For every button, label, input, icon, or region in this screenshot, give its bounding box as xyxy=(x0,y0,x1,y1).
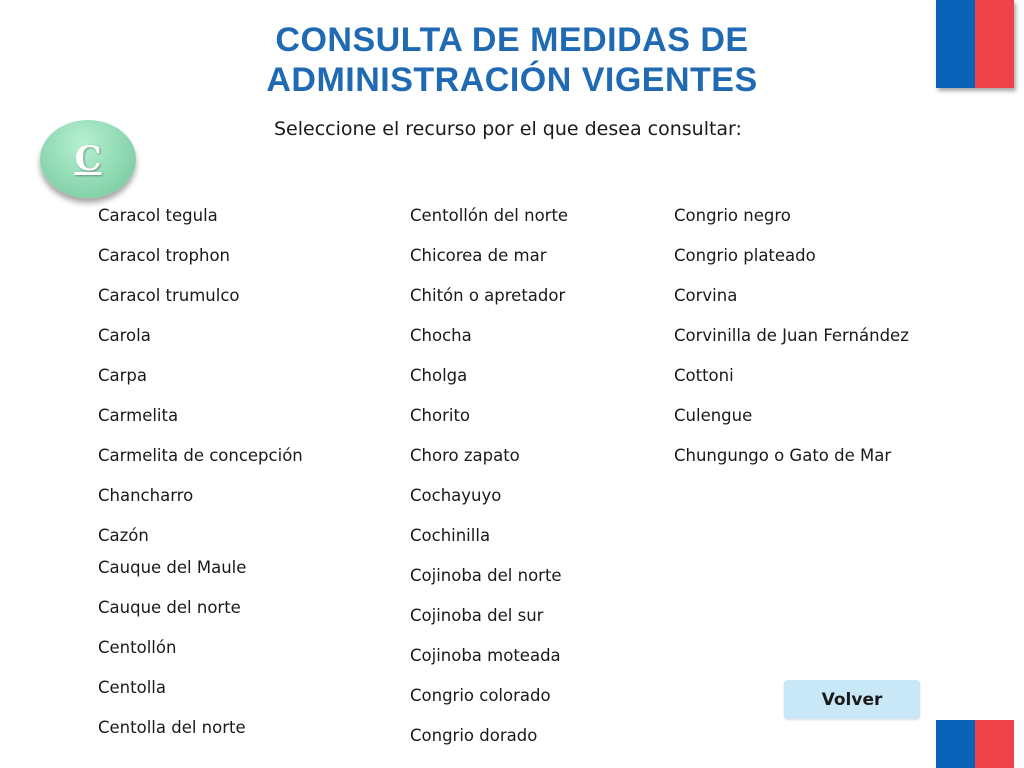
resource-link-cojinoba-moteada[interactable]: Cojinoba moteada xyxy=(410,646,561,665)
resource-link-carmelita[interactable]: Carmelita xyxy=(98,406,179,425)
resource-link-centollon-del-norte[interactable]: Centollón del norte xyxy=(410,206,569,225)
resource-link-culengue[interactable]: Culengue xyxy=(674,406,753,425)
resource-link-centolla[interactable]: Centolla xyxy=(98,678,166,697)
page-title xyxy=(0,20,1024,100)
resource-link-carmelita-de-concepcion[interactable]: Carmelita de concepción xyxy=(98,446,303,465)
resource-link-centolla-del-norte[interactable]: Centolla del norte xyxy=(98,718,246,737)
resource-link-carola[interactable]: Carola xyxy=(98,326,151,345)
resource-link-chungungo-o-gato-de-mar[interactable]: Chungungo o Gato de Mar xyxy=(674,446,892,465)
chile-flag-decoration-bottom xyxy=(936,720,1014,768)
page-title-line-1: CONSULTA DE MEDIDAS DE xyxy=(275,21,749,59)
resource-link-caracol-trumulco[interactable]: Caracol trumulco xyxy=(98,286,240,305)
resource-link-cojinoba-del-norte[interactable]: Cojinoba del norte xyxy=(410,566,562,585)
resource-link-congrio-negro[interactable]: Congrio negro xyxy=(674,206,791,225)
page-subtitle: Seleccione el recurso por el que desea consultar: xyxy=(274,118,742,140)
resource-link-cottoni[interactable]: Cottoni xyxy=(674,366,734,385)
flag-red-stripe xyxy=(975,720,1014,768)
resource-link-caracol-trophon[interactable]: Caracol trophon xyxy=(98,246,230,265)
resource-link-congrio-plateado[interactable]: Congrio plateado xyxy=(674,246,816,265)
resource-link-corvinilla-de-juan-fernandez[interactable]: Corvinilla de Juan Fernández xyxy=(674,326,909,345)
resource-link-cholga[interactable]: Cholga xyxy=(410,366,468,385)
resource-link-cochinilla[interactable]: Cochinilla xyxy=(410,526,491,545)
letter-badge xyxy=(40,120,136,198)
resource-link-chocha[interactable]: Chocha xyxy=(410,326,472,345)
resource-link-centollon[interactable]: Centollón xyxy=(98,638,177,657)
resource-link-cauque-del-maule[interactable]: Cauque del Maule xyxy=(98,558,247,577)
resource-link-corvina[interactable]: Corvina xyxy=(674,286,738,305)
resource-link-chorito[interactable]: Chorito xyxy=(410,406,471,425)
resource-link-cochayuyo[interactable]: Cochayuyo xyxy=(410,486,502,505)
back-button[interactable]: Volver xyxy=(784,680,920,719)
resource-link-chancharro[interactable]: Chancharro xyxy=(98,486,194,505)
resource-link-congrio-dorado[interactable]: Congrio dorado xyxy=(410,726,538,745)
letter-badge-label: C xyxy=(74,139,102,179)
flag-blue-stripe xyxy=(936,720,975,768)
page-title-line-2: ADMINISTRACIÓN VIGENTES xyxy=(266,61,758,99)
resource-link-cauque-del-norte[interactable]: Cauque del norte xyxy=(98,598,241,617)
resource-link-congrio-colorado[interactable]: Congrio colorado xyxy=(410,686,551,705)
resource-link-cojinoba-del-sur[interactable]: Cojinoba del sur xyxy=(410,606,544,625)
resource-link-choro-zapato[interactable]: Choro zapato xyxy=(410,446,520,465)
resource-link-cazon[interactable]: Cazón xyxy=(98,526,149,545)
resource-link-chiton-o-apretador[interactable]: Chitón o apretador xyxy=(410,286,566,305)
resource-link-carpa[interactable]: Carpa xyxy=(98,366,148,385)
resource-link-chicorea-de-mar[interactable]: Chicorea de mar xyxy=(410,246,547,265)
resource-link-caracol-tegula[interactable]: Caracol tegula xyxy=(98,206,218,225)
